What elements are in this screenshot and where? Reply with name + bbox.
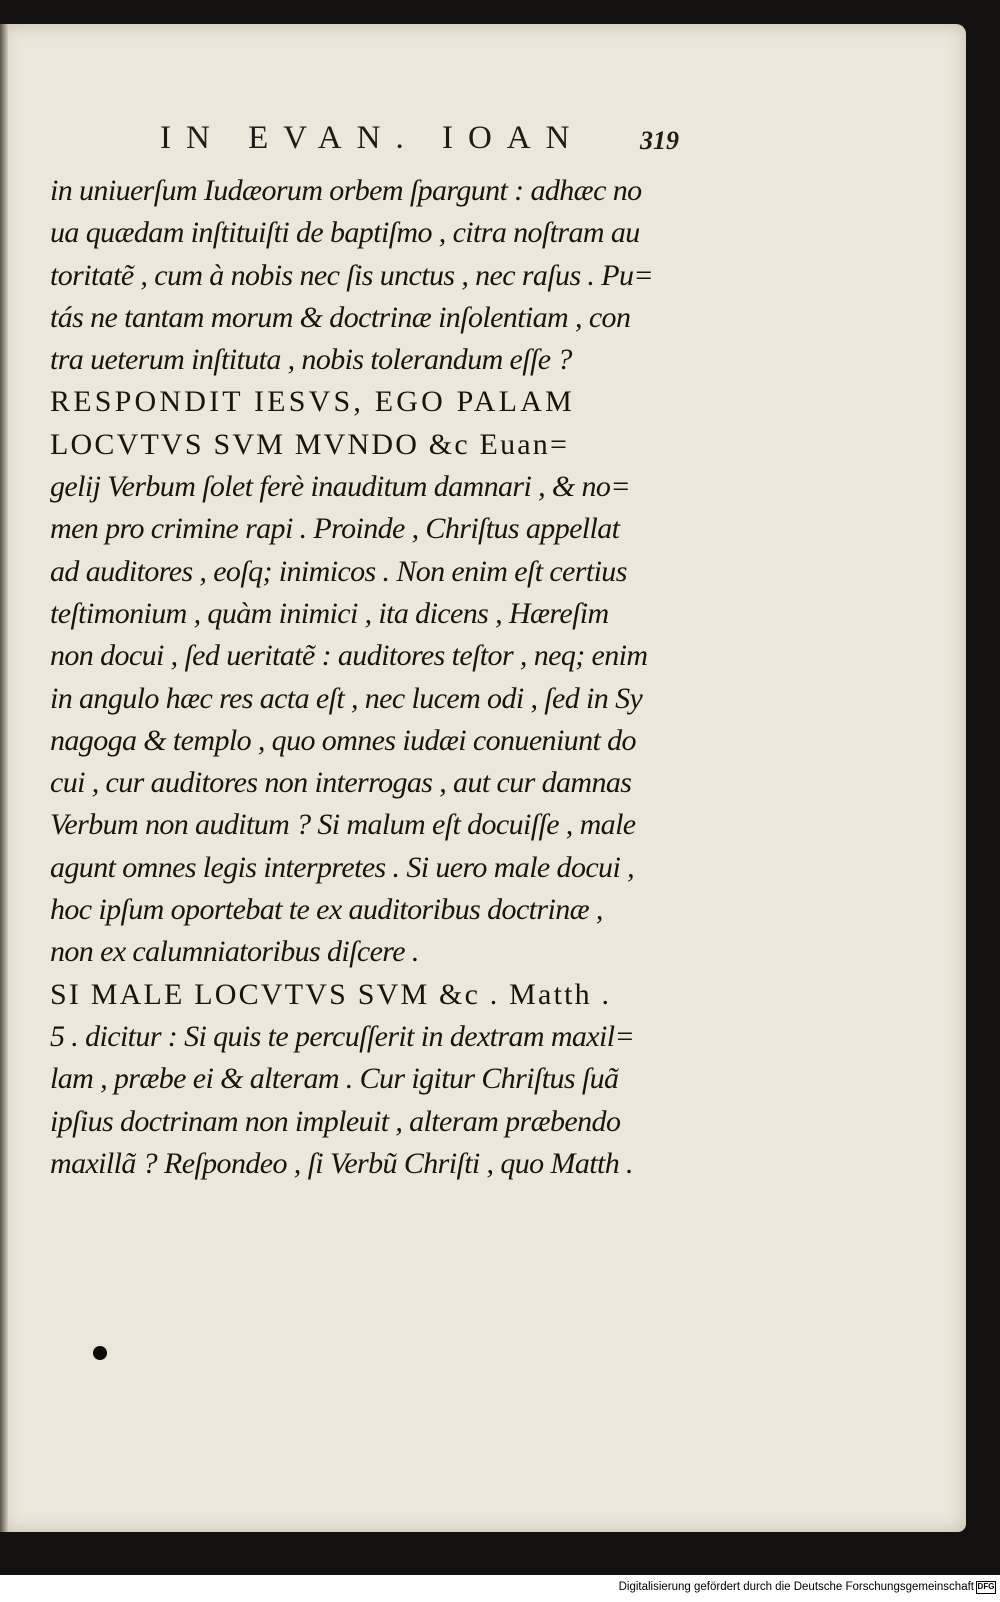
funding-notice: Digitalisierung gefördert durch die Deutsche Forschungsgemeinschaft xyxy=(618,1581,974,1593)
text-line: Verbum non auditum ? Si malum eſt docuiſſe , male xyxy=(50,808,636,842)
text-line: hoc ipſum oportebat te ex auditoribus doctrinæ , xyxy=(50,893,603,927)
text-line: lam , præbe ei & alteram . Cur igitur Chriſtus ſuã xyxy=(50,1062,619,1096)
text-line: nagoga & templo , quo omnes iudæi conueniunt do xyxy=(50,723,636,757)
text-line: ad auditores , eoſq; inimicos . Non enim eſt certius xyxy=(50,554,627,588)
text-line: non ex calumniatoribus diſcere . xyxy=(50,935,419,969)
text-line: maxillã ? Reſpondeo , ſi Verbũ Chriſti , quo Matth . xyxy=(50,1146,633,1180)
page-number: 319 xyxy=(640,126,679,155)
body-text xyxy=(50,170,690,1185)
text-line: gelij Verbum ſolet ferè inauditum damnari , & no= xyxy=(50,470,630,504)
text-line: ipſius doctrinam non impleuit , alteram præbendo xyxy=(50,1104,621,1138)
text-line: in angulo hæc res acta eſt , nec lucem odi , ſed in Sy xyxy=(50,681,643,715)
text-line: 5 . dicitur : Si quis te percuſſerit in dextram maxil= xyxy=(50,1019,635,1053)
lemma-heading-line: LOCVTVS SVM MVNDO &c Euan= xyxy=(50,427,570,461)
running-head: IN EVAN. IOAN xyxy=(160,120,585,156)
text-line: in uniuerſum Iudæorum orbem ſpargunt : adhæc no xyxy=(50,174,642,207)
text-line: cui , cur auditores non interrogas , aut cur damnas xyxy=(50,766,632,800)
text-line: teſtimonium , quàm inimici , ita dicens , Hæreſim xyxy=(50,596,609,630)
text-line: non docui , ſed ueritatẽ : auditores teſtor , neq; enim xyxy=(50,639,648,673)
ink-spot xyxy=(93,1346,107,1360)
text-line: ua quædam inſtituiſti de baptiſmo , citra noſtram au xyxy=(50,216,640,250)
page-gutter-shadow xyxy=(0,24,8,1532)
lemma-heading-line: RESPONDIT IESVS, EGO PALAM xyxy=(50,385,575,419)
dfg-logo-icon: DFG xyxy=(976,1581,996,1594)
text-line: tra ueterum inſtituta , nobis tolerandum eſſe ? xyxy=(50,343,572,377)
text-line: tás ne tantam morum & doctrinæ inſolentiam , con xyxy=(50,300,631,334)
text-line: men pro crimine rapi . Proinde , Chriſtus appellat xyxy=(50,512,620,546)
lemma-heading-line: SI MALE LOCVTVS SVM &c . Matth . xyxy=(50,977,612,1011)
text-line: toritatẽ , cum à nobis nec ſis unctus , nec raſus . Pu= xyxy=(50,258,654,292)
text-line: agunt omnes legis interpretes . Si uero male docui , xyxy=(50,850,634,884)
